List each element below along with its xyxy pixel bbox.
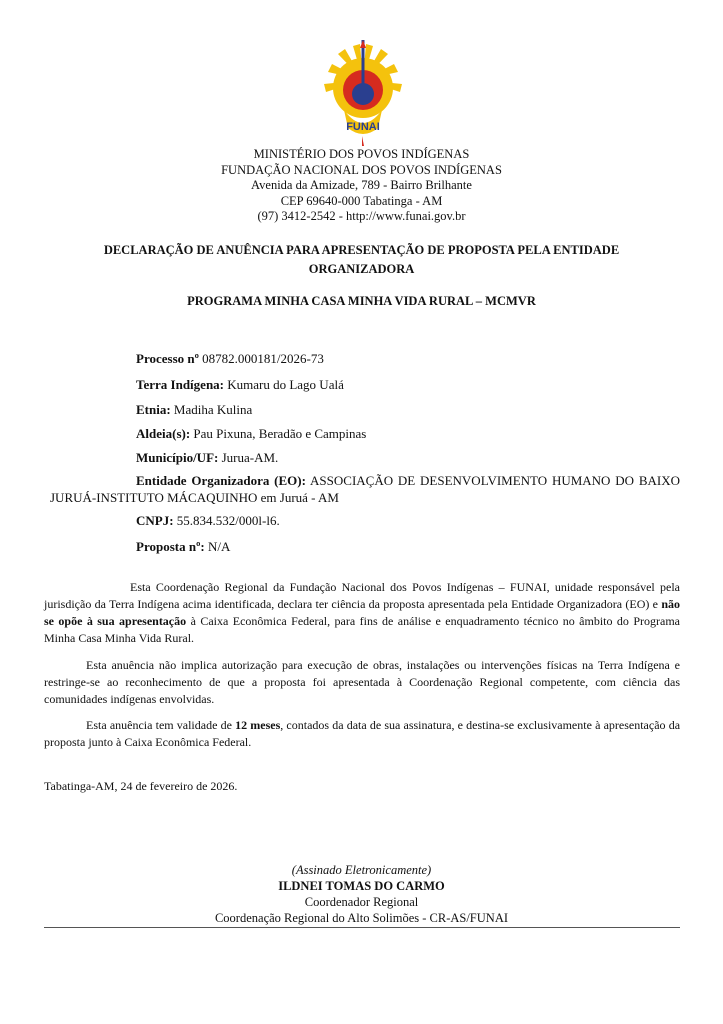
field-etnia [50, 401, 680, 418]
field-value: ASSOCIAÇÃO DE DESENVOLVIMENTO HUMANO DO BAIXO JURUÁ-INSTITUTO MÁCAQUINHO em Juruá - AM [50, 473, 680, 505]
paragraph-restriction [44, 657, 680, 708]
paragraph-text: , contados da data de sua assinatura, e destina-se exclusivamente à apresentação da proposta junto à Caixa Econômica Federal. [44, 718, 681, 749]
field-label: Proposta nº: [136, 539, 205, 554]
document-title [60, 241, 663, 279]
place-and-date: Tabatinga-AM, 24 de fevereiro de 2026. [44, 779, 238, 793]
ministry-line: MINISTÉRIO DOS POVOS INDÍGENAS [253, 147, 470, 161]
field-label: Etnia: [136, 402, 171, 417]
field-value: Kumaru do Lago Ualá [227, 377, 344, 392]
document-title-line1: DECLARAÇÃO DE ANUÊNCIA PARA APRESENTAÇÃO DE PROPOSTA PELA ENTIDADE [103, 243, 620, 257]
field-label: Aldeia(s): [136, 426, 191, 441]
foundation-line: FUNDAÇÃO NACIONAL DOS POVOS INDÍGENAS [221, 162, 502, 177]
field-label: Entidade Organizadora (EO): [136, 473, 306, 488]
field-entidade-organizadora [50, 472, 680, 506]
field-value: 55.834.532/000l-l6. [176, 513, 280, 528]
contact-line: (97) 3412-2542 - http://www.funai.gov.br [257, 209, 466, 223]
field-cnpj [50, 512, 680, 529]
field-value: Pau Pixuna, Beradão e Campinas [193, 426, 367, 441]
field-value: Madiha Kulina [173, 402, 253, 417]
paragraph-emphasis: 12 meses [235, 718, 281, 732]
paragraph-text: Esta Coordenação Regional da Fundação Nacional dos Povos Indígenas – FUNAI, unidade responsável pela jurisdição da Terra Indígena acima identificada, declara ter ciência da proposta apresentada pela Entidade Organizadora (EO) e [44, 580, 680, 611]
program-title: PROGRAMA MINHA CASA MINHA VIDA RURAL – MCMVR [187, 294, 536, 308]
field-value: 08782.000181/2026-73 [202, 351, 324, 366]
field-label: Terra Indígena: [136, 377, 224, 392]
field-proposta [50, 538, 680, 555]
field-processo [50, 350, 680, 367]
field-label: Processo nº [136, 351, 199, 366]
feather-headdress-logo-icon [318, 40, 408, 150]
funai-logo [318, 40, 408, 150]
postal-line: CEP 69640-000 Tabatinga - AM [280, 193, 443, 208]
field-aldeias [50, 425, 680, 442]
field-value: Jurua-AM. [221, 450, 279, 465]
paragraph-validity [44, 717, 680, 751]
paragraph-declaration [44, 579, 680, 647]
field-terra-indigena [50, 376, 680, 393]
paragraph-text: Esta anuência tem validade de [86, 718, 232, 732]
paragraph-text: Esta anuência não implica autorização para execução de obras, instalações ou intervenções físicas na Terra Indígena e restringe-se ao reconhecimento de que a proposta foi apresentada à Coordenação Regional competente, com ciência das comunidades indígenas envolvidas. [44, 658, 680, 706]
field-value: N/A [207, 539, 231, 554]
signature-block [0, 862, 723, 926]
field-label: Município/UF: [136, 450, 219, 465]
paragraph-emphasis: não se opõe à sua apresentação [44, 597, 680, 628]
signer-role: Coordenador Regional [304, 895, 419, 909]
paragraph-text: à Caixa Econômica Federal, para fins de análise e enquadramento técnico no âmbito do Programa Minha Casa Minha Vida Rural. [44, 614, 680, 645]
signer-unit: Coordenação Regional do Alto Solimões - CR-AS/FUNAI [214, 911, 509, 925]
letterhead [0, 147, 723, 225]
signature-note: (Assinado Eletronicamente) [291, 863, 432, 877]
signature-divider [44, 927, 680, 928]
field-municipio [50, 449, 680, 466]
document-title-line2: ORGANIZADORA [308, 262, 415, 276]
logo-text: FUNAI [346, 121, 380, 133]
field-label: CNPJ: [136, 513, 174, 528]
address-line: Avenida da Amizade, 789 - Bairro Brilhante [251, 178, 472, 192]
signer-name: ILDNEI TOMAS DO CARMO [278, 879, 445, 893]
